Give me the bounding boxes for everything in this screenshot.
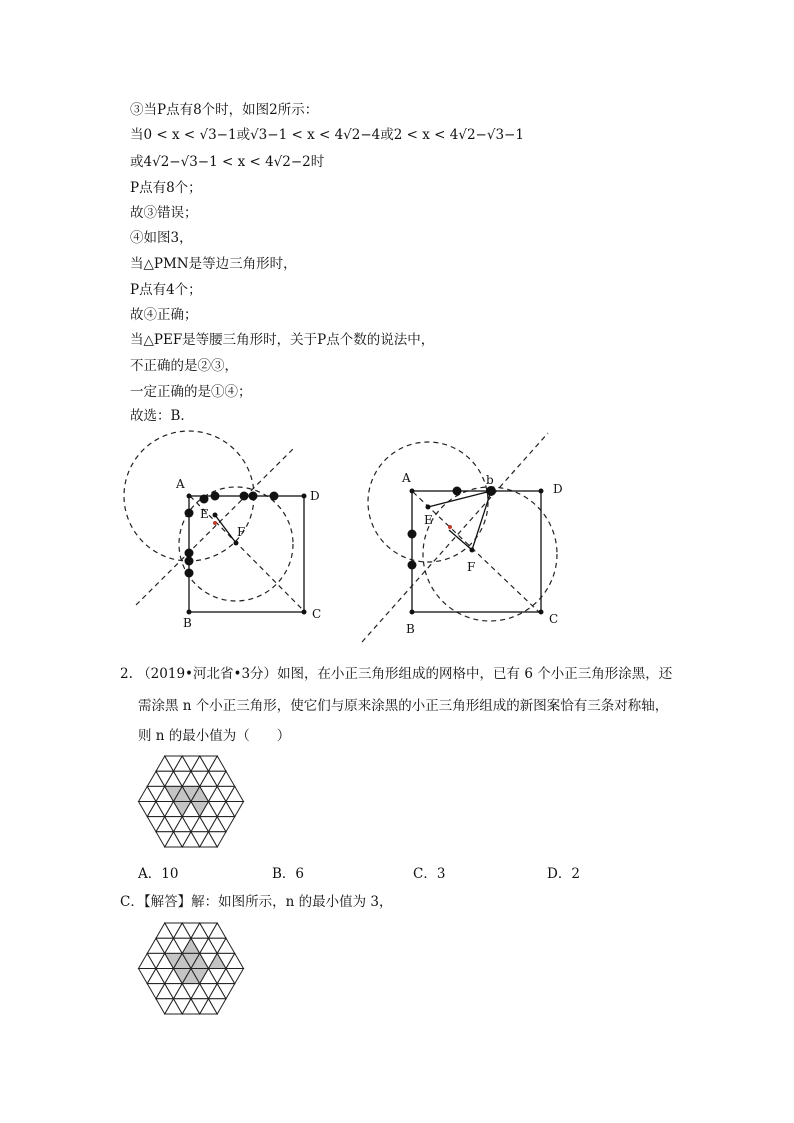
question-number: 2. <box>120 666 133 682</box>
label-F: F <box>237 525 246 539</box>
solution-line-choose: 故选：B． <box>130 408 194 424</box>
label-D: D <box>310 489 320 503</box>
label-D: D <box>553 482 563 496</box>
solution-line-heading: ③当P点有8个时，如图2所示： <box>130 102 319 118</box>
question-2-line-2: 需涂黑 n 个小正三角形，使它们与原来涂黑的小正三角形组成的新图案恰有三条对称轴， <box>138 698 669 714</box>
label-B: B <box>406 622 415 636</box>
label-C: C <box>549 612 559 626</box>
solution-line-p8: P点有8个； <box>130 180 202 196</box>
solution-line-right4: 故④正确； <box>130 307 198 323</box>
answer-line: C．【解答】解：如图所示，n 的最小值为 3， <box>120 894 393 910</box>
label-A: A <box>402 471 411 485</box>
question-2-line-3: 则 n 的最小值为（ ） <box>138 728 291 744</box>
label-E: E <box>424 513 433 527</box>
question-source: （2019•河北省•3分） <box>137 666 278 682</box>
solution-line-pmn: 当△PMN是等边三角形时， <box>130 256 297 272</box>
label-P: b <box>486 473 494 487</box>
hex-grid-question <box>138 756 244 848</box>
solution-line-summary: 当△PEF是等腰三角形时，关于P点个数的说法中， <box>130 332 435 348</box>
solution-line-range-1: 当0 < x < √3−1或√3−1 < x < 4√2−4或2 < x < 4√2−√3−1 <box>130 127 524 143</box>
question-2-line-1 <box>120 665 672 683</box>
option-d: D．2 <box>547 866 580 882</box>
solution-line-fig3: ④如图3， <box>130 230 193 246</box>
label-B: B <box>183 616 192 630</box>
label-F: F <box>467 560 476 574</box>
hex-grid-answer <box>138 923 244 1015</box>
figure-right <box>350 430 580 650</box>
option-c: C．3 <box>413 866 446 882</box>
label-E: E <box>200 507 209 521</box>
label-A: A <box>176 477 185 491</box>
solution-line-p4: P点有4个； <box>130 282 202 298</box>
option-b: B．6 <box>272 866 305 882</box>
figure-left <box>120 430 350 650</box>
label-C: C <box>312 607 322 621</box>
solution-line-wrong3: 故③错误； <box>130 205 198 221</box>
question-text-1: 如图，在小正三角形组成的网格中，已有 6 个小正三角形涂黑，还 <box>277 666 673 682</box>
solution-line-range-2: 或4√2−√3−1 < x < 4√2−2时 <box>130 154 325 170</box>
option-a: A．10 <box>138 866 179 882</box>
solution-line-correct: 一定正确的是①④； <box>130 384 252 400</box>
solution-line-incorrect: 不正确的是②③， <box>130 358 238 374</box>
